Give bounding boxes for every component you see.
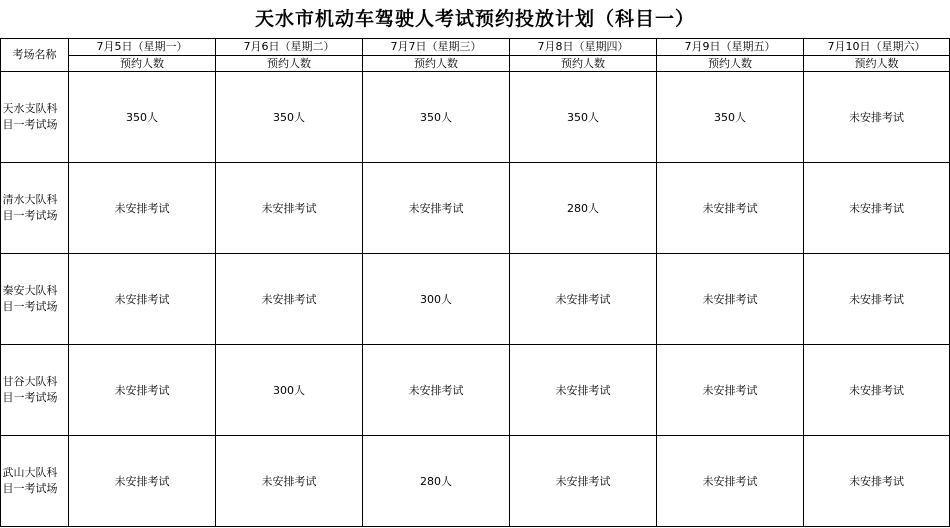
- venue-name: 天水支队科目一考试场: [2, 102, 58, 131]
- table-cell: 未安排考试: [69, 345, 216, 436]
- table-cell: 未安排考试: [804, 345, 950, 436]
- venue-name-cell: [1, 345, 69, 436]
- table-cell: 未安排考试: [363, 345, 510, 436]
- table-cell: 未安排考试: [657, 163, 804, 254]
- table-cell: 未安排考试: [69, 436, 216, 527]
- table-cell: 未安排考试: [510, 436, 657, 527]
- table-cell: 未安排考试: [69, 254, 216, 345]
- table-cell: 350人: [363, 72, 510, 163]
- count-subheader: 预约人数: [804, 56, 950, 72]
- schedule-table: [0, 38, 950, 527]
- venue-name-cell: [1, 72, 69, 163]
- count-subheader: 预约人数: [216, 56, 363, 72]
- venue-name-cell: [1, 436, 69, 527]
- table-cell: 未安排考试: [216, 163, 363, 254]
- table-cell: 未安排考试: [804, 163, 950, 254]
- table-cell: 280人: [510, 163, 657, 254]
- table-cell: 未安排考试: [216, 254, 363, 345]
- table-cell: 未安排考试: [804, 436, 950, 527]
- table-cell: 未安排考试: [510, 345, 657, 436]
- date-header: 7月7日（星期三）: [363, 39, 510, 56]
- count-subheader: 预约人数: [363, 56, 510, 72]
- table-cell: 未安排考试: [657, 436, 804, 527]
- count-subheader: 预约人数: [510, 56, 657, 72]
- table-cell: 未安排考试: [510, 254, 657, 345]
- header-row-dates: [1, 39, 950, 56]
- table-row: [1, 345, 950, 436]
- venue-name: 秦安大队科目一考试场: [2, 284, 58, 313]
- venue-name: 武山大队科目一考试场: [2, 466, 58, 495]
- table-cell: 未安排考试: [69, 163, 216, 254]
- table-cell: 未安排考试: [804, 72, 950, 163]
- table-cell: 350人: [69, 72, 216, 163]
- table-cell: 未安排考试: [363, 163, 510, 254]
- date-header: 7月5日（星期一）: [69, 39, 216, 56]
- count-subheader: 预约人数: [657, 56, 804, 72]
- table-row: [1, 72, 950, 163]
- table-cell: 350人: [510, 72, 657, 163]
- venue-name: 清水大队科目一考试场: [2, 193, 58, 222]
- date-header: 7月6日（星期二）: [216, 39, 363, 56]
- table-cell: 未安排考试: [804, 254, 950, 345]
- venue-name-cell: [1, 163, 69, 254]
- table-row: [1, 436, 950, 527]
- table-row: [1, 163, 950, 254]
- date-header: 7月10日（星期六）: [804, 39, 950, 56]
- page-title: 天水市机动车驾驶人考试预约投放计划（科目一）: [254, 8, 695, 30]
- venue-name-cell: [1, 254, 69, 345]
- table-cell: 300人: [363, 254, 510, 345]
- date-header: 7月9日（星期五）: [657, 39, 804, 56]
- table-row: [1, 254, 950, 345]
- table-cell: 300人: [216, 345, 363, 436]
- venue-column-header: 考场名称: [1, 39, 69, 72]
- table-cell: 未安排考试: [657, 345, 804, 436]
- table-cell: 未安排考试: [657, 254, 804, 345]
- count-subheader: 预约人数: [69, 56, 216, 72]
- venue-name: 甘谷大队科目一考试场: [2, 375, 58, 404]
- header-row-sub: [1, 56, 950, 72]
- table-cell: 280人: [363, 436, 510, 527]
- table-cell: 350人: [657, 72, 804, 163]
- table-cell: 350人: [216, 72, 363, 163]
- date-header: 7月8日（星期四）: [510, 39, 657, 56]
- table-cell: 未安排考试: [216, 436, 363, 527]
